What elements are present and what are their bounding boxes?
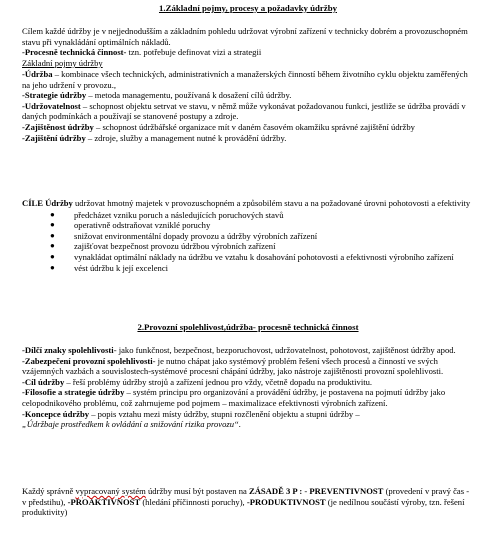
definition-item [22, 409, 474, 430]
definition-item [22, 122, 474, 133]
definition-term: -Udržovatelnost [22, 100, 81, 111]
definition-term: -Zabezpečení provozní spolehlivosti [22, 355, 153, 366]
principle-proaktivnost-text: (hledání příčinnosti poruchy), [140, 496, 247, 507]
list-item [42, 210, 474, 221]
principle-preventivnost-text: (provedení v pravý čas - v předstihu), [22, 486, 470, 507]
definition-item [22, 69, 474, 90]
definition-text: – zdroje, služby a management nutné k provádění údržby. [85, 132, 287, 143]
definition-text: - jako funkčnost, bezpečnost, bezporuchovost, udržovatelnost, pohotovost, zajištěnost údržby apod. [113, 345, 456, 355]
list-item-text: snižovat environmentální dopady provozu a údržby výrobních zařízení [74, 230, 318, 241]
definition-term: -Dílčí znaky spolehlivosti [22, 345, 114, 355]
definition-term: -Údržba [22, 69, 53, 79]
definition-item [22, 90, 474, 101]
final-paragraph [22, 486, 474, 518]
list-item [42, 220, 474, 231]
quote-text: „Údržbaje prostředkem k ovládání a snižování rizika provozu“. [22, 419, 241, 430]
principle-label: ZÁSADĚ 3 P : [248, 486, 303, 496]
list-item-text: předcházet vzniku poruch a následujících poruchových stavů [74, 209, 284, 220]
final-text-a: Každý správně [22, 486, 76, 496]
definition-item [22, 345, 474, 356]
goals-list [22, 210, 474, 274]
definition-text: – kombinace všech technických, administrativních a manažerských činností během životního cyklu objektu zaměřených na jeho udržení v provozu., [22, 69, 468, 90]
list-item [42, 241, 474, 252]
final-text-c: - [302, 486, 308, 496]
bullet-icon: ● [50, 251, 55, 261]
bullet-icon: ● [50, 262, 55, 272]
bullet-icon: ● [50, 220, 55, 230]
definition-item [22, 387, 474, 408]
list-item [42, 263, 474, 274]
definition-text: - je nutno chápat jako systémový problém řešení všech procesů a činností ve svých vzájemných vazbách a souvislostech-systémové procesní chápání údržby, jako nástroje zajištěnosti provozní spolehlivosti. [22, 355, 444, 377]
definition-term: -Filosofie a strategie údržby [22, 387, 125, 398]
list-item [42, 252, 474, 263]
definition-item [22, 101, 474, 122]
goals-term: CÍLE Údržby [22, 198, 73, 208]
list-item [42, 231, 474, 242]
list-item-text: operativně odstraňovat vzniklé poruchy [74, 220, 211, 231]
definition-term: -Koncepce údržby [22, 408, 90, 419]
section-1-definitions [22, 69, 474, 143]
definition-text: – metoda managementu, používaná k dosažení cílů údržby. [86, 90, 292, 101]
principle-preventivnost: PREVENTIVNOST [309, 486, 384, 496]
definition-item [22, 356, 474, 377]
principle-produktivnost-text: (je nedílnou součástí výroby, tzn. řešení produktivity) [22, 496, 465, 518]
definition-term: -Zajištěnost údržby [22, 121, 94, 132]
process-term: -Procesně technická činnost- [22, 47, 127, 58]
section-1-heading: 1.Základní pojmy, procesy a požadavky údržby [158, 3, 337, 13]
basic-terms-subheading: Základní pojmy údržby [22, 57, 103, 68]
section-1-heading-block [22, 3, 474, 14]
process-rest: tzn. potřebuje definovat vizi a strategii [126, 47, 262, 58]
bullet-icon: ● [50, 230, 55, 240]
process-line [22, 47, 474, 58]
goals-intro [22, 198, 474, 209]
section-1-intro-block [22, 26, 474, 68]
section-2-definitions [22, 345, 474, 430]
definition-text: – schopnost údržbářské organizace mít v daném časovém okamžiku správné zajištění údržby [93, 121, 415, 132]
bullet-icon: ● [50, 209, 55, 219]
section-2-heading-block [22, 322, 474, 333]
final-paragraph-block [22, 486, 474, 518]
final-text-b: údržby musí být postaven na [145, 486, 249, 496]
section-2-heading: 2.Provozní spolehlivost,údržba- procesně technická činnost [137, 322, 359, 332]
definition-text: – řeší problémy údržby strojů a zařízení jednou pro vždy, včetně dopadu na produktivitu. [64, 376, 373, 387]
definition-text: – systém principu pro organizování a provádění údržby, je postavena na pojmutí údržby jako celopodnikového problému, což zahrnujeme pod pojmem – maximalizace efektivnosti výrobních zařízení. [22, 387, 446, 408]
definition-item [22, 133, 474, 144]
definition-text: – popis vztahu mezi místy údržby, stupni rozčlenění objektu a stupni údržby – [89, 408, 360, 419]
definition-text: – schopnost objektu setrvat ve stavu, v němž může vykonávat požadovanou funkci, jestliže se údržba provádí v daných podmínkách a používají se stanovené postupy a zdroje. [22, 100, 466, 122]
list-item-text: vést údržbu k její excelenci [74, 262, 169, 273]
goals-text: udržovat hmotný majetek v provozuschopném a způsobilém stavu a na požadované úrovni pohotovosti a efektivity [72, 198, 471, 208]
goals-block [22, 198, 474, 273]
principle-produktivnost: -PRODUKTIVNOST [246, 496, 326, 507]
list-item-text: zajišťovat bezpečnost provozu údržbou výrobních zařízení [74, 241, 276, 252]
section-1-intro: Cílem každé údržby je v nejjednodušším a základním pohledu udržovat výrobní zařízení v technicky dobrém a provozuschopném stavu při vynakládání optimálních nákladů. [22, 26, 468, 47]
definition-term: -Cíl údržby [22, 376, 65, 387]
list-item-text: vynakládat optimální náklady na údržbu ve vztahu k dosahování pohotovosti a efektivnosti výrobního zařízení [74, 251, 454, 262]
definition-item [22, 377, 474, 388]
bullet-icon: ● [50, 241, 55, 251]
final-text-wavy: vypracovaný systém [75, 486, 146, 496]
definition-term: -Zajištění údržby [22, 132, 86, 143]
principle-proaktivnost: -PROAKTIVNOST [67, 496, 141, 507]
definition-term: -Strategie údržby [22, 90, 87, 101]
